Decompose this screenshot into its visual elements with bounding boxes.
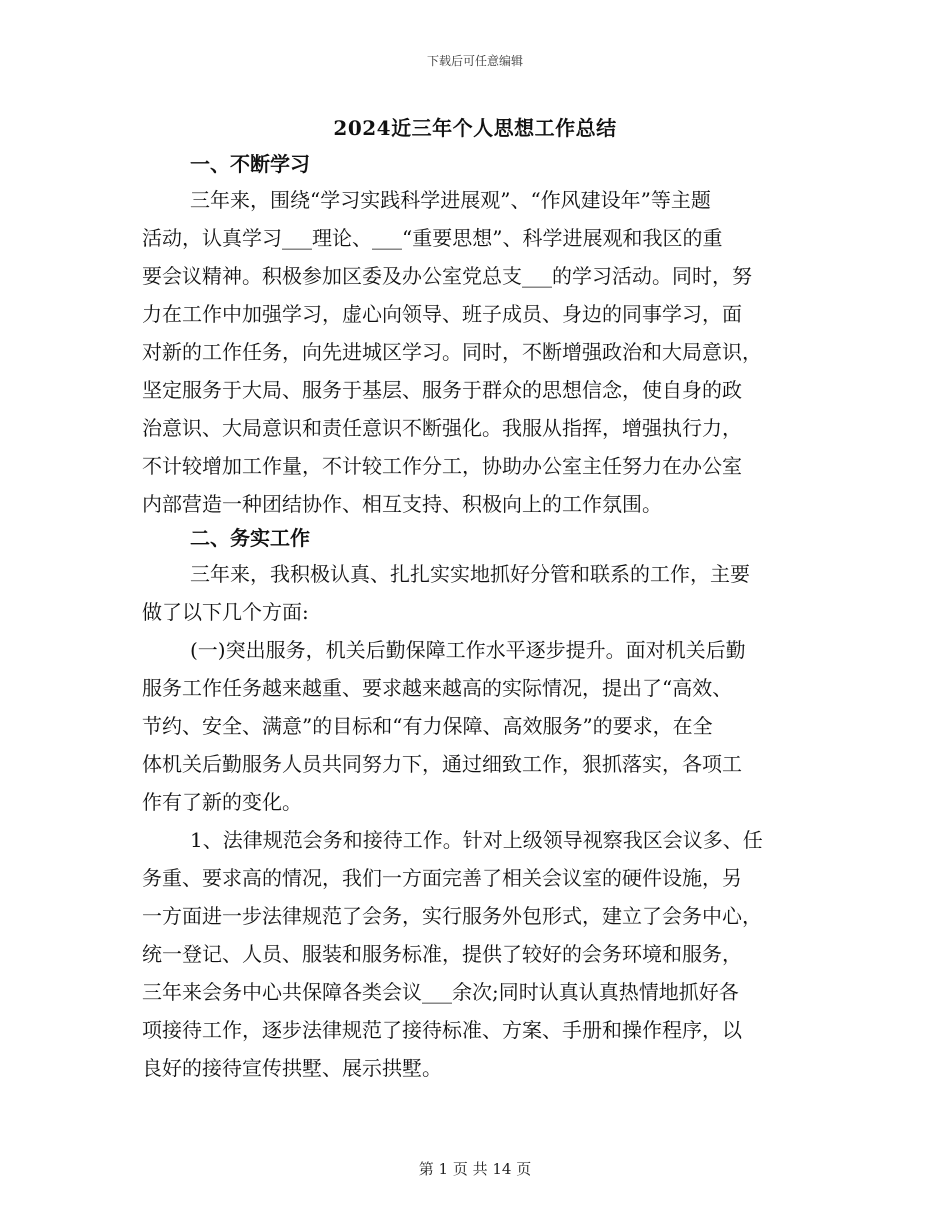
section-heading-learning: 一、不断学习 xyxy=(190,152,310,176)
paragraph-line: 三年来，我积极认真、扎扎实实地抓好分管和联系的工作，主要 xyxy=(190,562,750,586)
paragraph-line: 务重、要求高的情况，我们一方面完善了相关会议室的硬件设施，另 xyxy=(142,866,742,890)
paragraph-line: 做了以下几个方面: xyxy=(142,600,309,624)
paragraph-line: 三年来会务中心共保障各类会议___余次;同时认真认真热情地抓好各 xyxy=(142,980,739,1004)
paragraph-line: 良好的接待宣传拱墅、展示拱墅。 xyxy=(142,1056,442,1080)
page-number-footer: 第 1 页 共 14 页 xyxy=(418,1160,532,1178)
section-heading-practical-work: 二、务实工作 xyxy=(190,526,310,550)
paragraph-line: 活动，认真学习___理论、___“重要思想”、科学进展观和我区的重 xyxy=(142,226,723,250)
paragraph-line: 体机关后勤服务人员共同努力下，通过细致工作，狠抓落实，各项工 xyxy=(142,752,742,776)
paragraph-line: 节约、安全、满意”的目标和“有力保障、高效服务”的要求，在全 xyxy=(142,714,713,738)
paragraph-line: 对新的工作任务，向先进城区学习。同时，不断增强政治和大局意识， xyxy=(142,340,762,364)
paragraph-line: 作有了新的变化。 xyxy=(142,790,302,814)
paragraph-line: 服务工作任务越来越重、要求越来越高的实际情况，提出了“高效、 xyxy=(142,676,733,700)
page-header-note: 下载后可任意编辑 xyxy=(426,54,523,68)
paragraph-line: (一)突出服务，机关后勤保障工作水平逐步提升。面对机关后勤 xyxy=(190,638,746,662)
paragraph-line: 1、法律规范会务和接待工作。针对上级领导视察我区会议多、任 xyxy=(190,828,763,852)
paragraph-line: 项接待工作，逐步法律规范了接待标准、方案、手册和操作程序，以 xyxy=(142,1018,742,1042)
paragraph-line: 统一登记、人员、服装和服务标准，提供了较好的会务环境和服务， xyxy=(142,942,742,966)
paragraph-line: 治意识、大局意识和责任意识不断强化。我服从指挥，增强执行力， xyxy=(142,416,742,440)
paragraph-line: 坚定服务于大局、服务于基层、服务于群众的思想信念，使自身的政 xyxy=(142,378,742,402)
paragraph-line: 不计较增加工作量，不计较工作分工，协助办公室主任努力在办公室 xyxy=(142,454,742,478)
paragraph-line: 三年来，围绕“学习实践科学进展观”、“作风建设年”等主题 xyxy=(190,188,711,212)
paragraph-line: 一方面进一步法律规范了会务，实行服务外包形式，建立了会务中心， xyxy=(142,904,762,928)
paragraph-line: 力在工作中加强学习，虚心向领导、班子成员、身边的同事学习，面 xyxy=(142,302,742,326)
paragraph-line: 内部营造一种团结协作、相互支持、积极向上的工作氛围。 xyxy=(142,492,662,516)
document-title: 2024近三年个人思想工作总结 xyxy=(333,116,617,140)
paragraph-line: 要会议精神。积极参加区委及办公室党总支___的学习活动。同时，努 xyxy=(142,264,752,288)
